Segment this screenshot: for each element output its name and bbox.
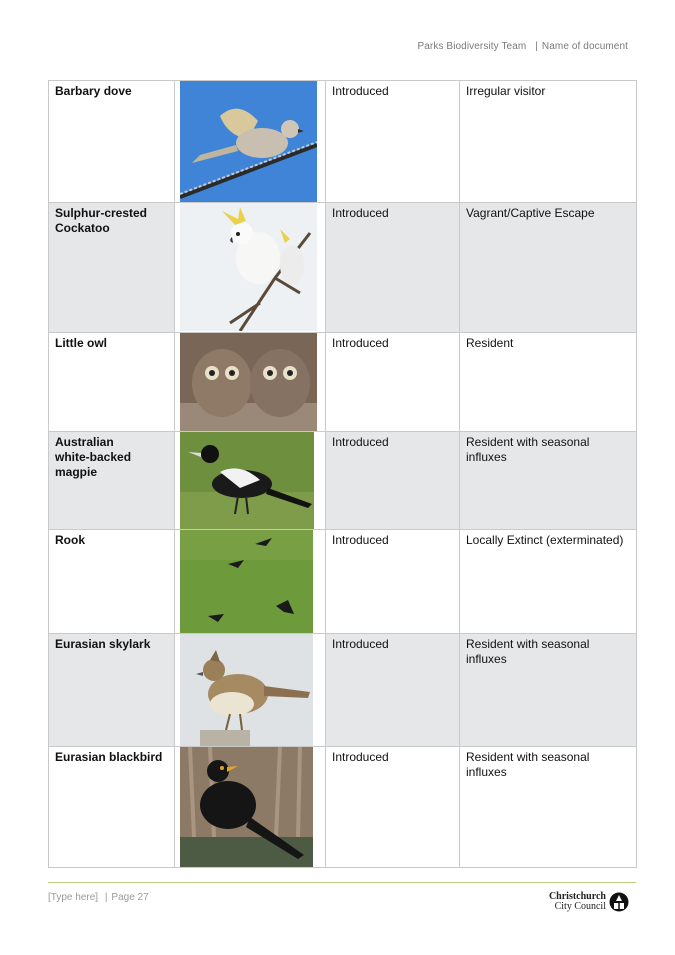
species-name: Australian white-backed magpie: [49, 432, 175, 530]
logo-line-2: City Council: [554, 901, 606, 912]
origin-status: Introduced: [326, 747, 460, 868]
origin-status: Introduced: [326, 634, 460, 747]
photo-cell: [175, 203, 326, 333]
occurrence-status: Vagrant/Captive Escape: [460, 203, 637, 333]
table-row: [49, 747, 637, 868]
table-row: [49, 81, 637, 203]
table-row: [49, 203, 637, 333]
occurrence-status: Resident: [460, 333, 637, 432]
photo-cell: [175, 530, 326, 634]
species-table: [48, 80, 637, 868]
blackbird-photo: [180, 747, 325, 867]
skylark-photo: [180, 634, 325, 746]
magpie-photo: [180, 432, 325, 529]
photo-cell: [175, 81, 326, 203]
page-footer: [48, 892, 149, 903]
species-name: Rook: [49, 530, 175, 634]
footer-divider: [48, 882, 636, 883]
occurrence-status: Resident with seasonal influxes: [460, 634, 637, 747]
origin-status: Introduced: [326, 432, 460, 530]
header-document-name: Name of document: [541, 41, 628, 52]
barbary-dove-photo: [180, 81, 325, 202]
species-name: Barbary dove: [49, 81, 175, 203]
species-name: Little owl: [49, 333, 175, 432]
rook-photo: [180, 530, 325, 633]
cockatoo-photo: [180, 203, 325, 331]
header-separator: |: [535, 41, 538, 52]
council-logo: [549, 892, 629, 912]
little-owl-photo: [180, 333, 325, 431]
footer-placeholder: [Type here]: [48, 892, 99, 903]
origin-status: Introduced: [326, 333, 460, 432]
occurrence-status: Resident with seasonal influxes: [460, 747, 637, 868]
species-name: Eurasian blackbird: [49, 747, 175, 868]
photo-cell: [175, 432, 326, 530]
logo-line-1: Christchurch: [548, 891, 606, 902]
species-name: Eurasian skylark: [49, 634, 175, 747]
origin-status: Introduced: [326, 203, 460, 333]
origin-status: Introduced: [326, 530, 460, 634]
cathedral-emblem-icon: [609, 892, 629, 912]
species-name: Sulphur-crested Cockatoo: [49, 203, 175, 333]
table-row: [49, 333, 637, 432]
origin-status: Introduced: [326, 81, 460, 203]
page-header: [417, 41, 628, 52]
table-row: [49, 634, 637, 747]
page-number: Page 27: [111, 892, 149, 903]
occurrence-status: Irregular visitor: [460, 81, 637, 203]
footer-separator: |: [104, 892, 108, 903]
photo-cell: [175, 333, 326, 432]
header-team: Parks Biodiversity Team: [417, 41, 527, 52]
table-row: [49, 530, 637, 634]
occurrence-status: Locally Extinct (exterminated): [460, 530, 637, 634]
photo-cell: [175, 747, 326, 868]
table-row: [49, 432, 637, 530]
occurrence-status: Resident with seasonal influxes: [460, 432, 637, 530]
photo-cell: [175, 634, 326, 747]
